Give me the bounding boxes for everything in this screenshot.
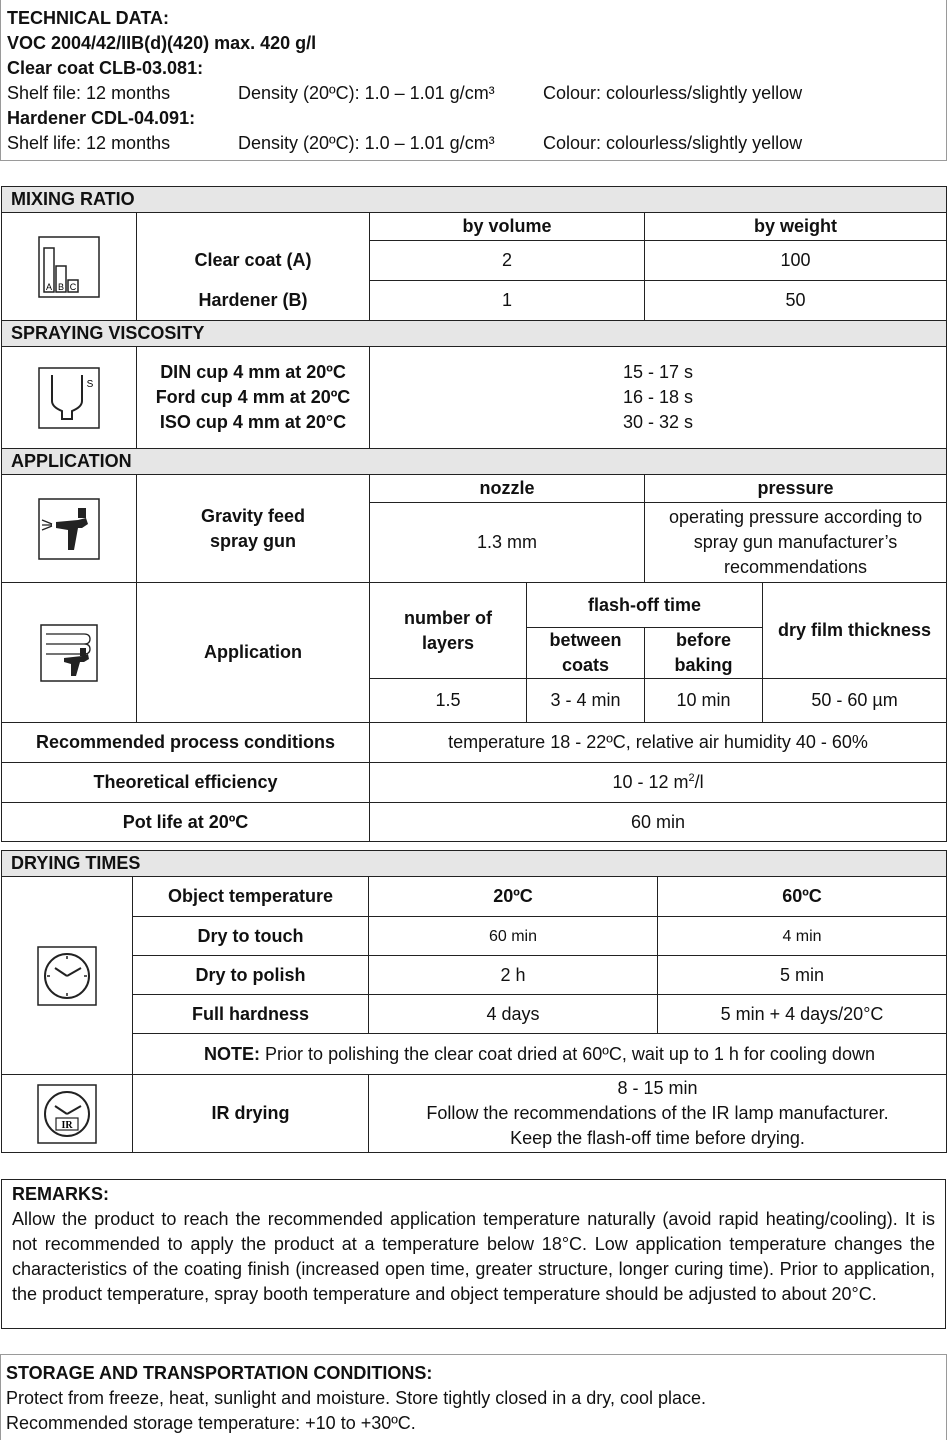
process-value: temperature 18 - 22ºC, relative air humidity 40 - 60% <box>370 723 947 763</box>
hardener-weight: 50 <box>645 281 947 321</box>
before-value: 10 min <box>645 679 763 723</box>
main-spec-table <box>1 186 947 842</box>
efficiency-label: Theoretical efficiency <box>2 763 370 803</box>
drying-note <box>133 1034 947 1075</box>
spray-gun-icon <box>38 498 100 560</box>
full-hardness-label: Full hardness <box>133 995 369 1034</box>
drying-table <box>1 850 947 1153</box>
before-baking-header <box>645 628 763 679</box>
spray-panel-icon <box>40 624 98 682</box>
layers-line1: number of <box>404 607 492 628</box>
icon-letter-s: S <box>86 378 94 390</box>
remarks-box <box>1 1179 946 1329</box>
between-coats-header <box>527 628 645 679</box>
efficiency-number: 10 - 12 m <box>612 772 689 792</box>
ir-icon-cell <box>2 1075 133 1153</box>
layers-line2: layers <box>421 632 475 653</box>
efficiency-value <box>370 763 947 803</box>
hardener-colour: Colour: colourless/slightly yellow <box>543 133 803 153</box>
process-label: Recommended process conditions <box>2 723 370 763</box>
icon-letter-b: B <box>57 281 65 292</box>
spray-gun-icon-cell <box>2 475 137 583</box>
dry-to-touch-60: 4 min <box>658 917 947 956</box>
drying-heading: DRYING TIMES <box>2 851 947 877</box>
ir-icon-text: IR <box>61 1119 73 1131</box>
note-text: Prior to polishing the clear coat dried at 60ºC, wait up to 1 h for cooling down <box>260 1043 875 1064</box>
storage-box <box>0 1354 947 1440</box>
efficiency-unit: /l <box>694 772 704 792</box>
dry-to-touch-20: 60 min <box>369 917 658 956</box>
storage-heading: STORAGE AND TRANSPORTATION CONDITIONS: <box>6 1363 433 1383</box>
between-line2: coats <box>561 655 610 675</box>
nozzle-value: 1.3 mm <box>370 503 645 583</box>
dft-header: dry film thickness <box>763 583 947 679</box>
ir-line2: Follow the recommendations of the IR lamp manufacturer. <box>426 1103 889 1123</box>
efficiency-sup: 2 <box>688 772 695 784</box>
dry-to-touch-label: Dry to touch <box>133 917 369 956</box>
layers-value: 1.5 <box>370 679 527 723</box>
pressure-header: pressure <box>645 475 947 503</box>
application-heading: APPLICATION <box>2 449 947 475</box>
clear-volume: 2 <box>370 241 645 281</box>
ir-clock-icon <box>37 1084 97 1144</box>
flow-cup-icon <box>38 367 100 429</box>
application-label: Application <box>137 583 370 723</box>
hardener-volume: 1 <box>370 281 645 321</box>
clear-coat-row <box>7 81 937 106</box>
icon-letter-a: A <box>45 281 53 292</box>
dry-to-polish-label: Dry to polish <box>133 956 369 995</box>
before-line2: baking <box>674 655 733 675</box>
technical-data-box <box>0 0 947 161</box>
technical-heading: TECHNICAL DATA: <box>7 8 169 28</box>
by-weight-header: by weight <box>645 213 947 241</box>
clock-icon <box>37 946 97 1006</box>
temp-60-header: 60ºC <box>658 877 947 917</box>
spray-gun-label <box>137 475 370 583</box>
layers-header <box>370 583 527 679</box>
between-value: 3 - 4 min <box>527 679 645 723</box>
spray-gun-line1: Gravity feed <box>200 505 306 526</box>
storage-line2: Recommended storage temperature: +10 to +30ºC. <box>6 1413 416 1433</box>
application-icon-cell <box>2 583 137 723</box>
ir-line3: Keep the flash-off time before drying. <box>510 1128 805 1148</box>
viscosity-heading: SPRAYING VISCOSITY <box>2 321 947 347</box>
mixing-icon-cell <box>2 213 137 321</box>
pot-life-label: Pot life at 20ºC <box>2 803 370 842</box>
object-temp-label: Object temperature <box>133 877 369 917</box>
by-volume-header: by volume <box>370 213 645 241</box>
cup-labels <box>137 347 370 449</box>
full-hardness-20: 4 days <box>369 995 658 1034</box>
between-line1: between <box>549 630 622 650</box>
ir-line1: 8 - 15 min <box>617 1078 698 1098</box>
clock-icon-cell <box>2 877 133 1075</box>
remarks-text: Allow the product to reach the recommended application temperature naturally (avoid rapid heating/cooling). It is not recommended to apply the product at a temperature below 18°C. Low application temperature changes the characteristics of the coating finish (increased open time, greater structure, longer curing time). Prior to application, the product temperature, spray booth temperature and object temperature should be adjusted to about 20°C. <box>12 1209 935 1304</box>
full-hardness-60: 5 min + 4 days/20°C <box>658 995 947 1034</box>
iso-cup-label: ISO cup 4 mm at 20°C <box>159 412 347 432</box>
clear-density: Density (20ºC): 1.0 – 1.01 g/cm³ <box>238 83 495 103</box>
voc-line: VOC 2004/42/IIB(d)(420) max. 420 g/l <box>7 33 317 53</box>
flash-off-header: flash-off time <box>527 583 763 628</box>
clear-weight: 100 <box>645 241 947 281</box>
ford-cup-label: Ford cup 4 mm at 20ºC <box>155 387 351 407</box>
din-cup-label: DIN cup 4 mm at 20ºC <box>160 362 346 382</box>
dry-to-polish-20: 2 h <box>369 956 658 995</box>
dry-to-polish-60: 5 min <box>658 956 947 995</box>
clear-colour: Colour: colourless/slightly yellow <box>543 83 803 103</box>
iso-cup-value: 30 - 32 s <box>623 412 694 432</box>
note-label: NOTE: <box>204 1043 261 1064</box>
ir-drying-value <box>369 1075 947 1153</box>
remarks-heading: REMARKS: <box>12 1184 109 1204</box>
cup-values <box>370 347 947 449</box>
dft-value: 50 - 60 µm <box>763 679 947 723</box>
storage-line1: Protect from freeze, heat, sunlight and moisture. Store tightly closed in a dry, cool place. <box>6 1388 707 1408</box>
ford-cup-value: 16 - 18 s <box>623 387 694 407</box>
pressure-line2: spray gun manufacturer’s <box>693 532 898 552</box>
pressure-line3: recommendations <box>723 557 868 577</box>
din-cup-value: 15 - 17 s <box>623 362 694 382</box>
pot-life-value: 60 min <box>370 803 947 842</box>
hardener-title: Hardener CDL-04.091: <box>7 108 196 128</box>
hardener-row <box>7 131 937 156</box>
hardener-density: Density (20ºC): 1.0 – 1.01 g/cm³ <box>238 133 495 153</box>
pressure-value <box>645 503 947 583</box>
icon-letter-c: C <box>69 281 77 292</box>
abc-bars-icon <box>38 236 100 298</box>
clear-coat-label: Clear coat (A) <box>137 241 370 281</box>
hardener-shelf: Shelf life: 12 months <box>7 133 171 153</box>
nozzle-header: nozzle <box>370 475 645 503</box>
temp-20-header: 20ºC <box>369 877 658 917</box>
clear-coat-title: Clear coat CLB-03.081: <box>7 58 204 78</box>
ir-drying-label: IR drying <box>133 1075 369 1153</box>
mixing-heading: MIXING RATIO <box>2 187 947 213</box>
viscosity-icon-cell <box>2 347 137 449</box>
pressure-line1: operating pressure according to <box>668 507 923 527</box>
hardener-label: Hardener (B) <box>137 281 370 321</box>
clear-shelf: Shelf file: 12 months <box>7 83 171 103</box>
before-line1: before <box>675 630 731 650</box>
spray-gun-line2: spray gun <box>209 530 297 551</box>
